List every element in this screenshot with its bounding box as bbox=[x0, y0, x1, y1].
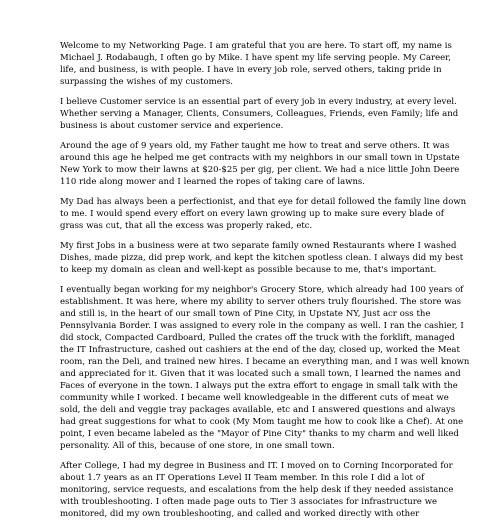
paragraph-perfectionist: My Dad has always been a perfectionist, and that eye for detail followed the family line down to me. I would spend every effort on every lawn growing up to make sure every blade of grass was cut, that all the excess was properly raked, etc. bbox=[60, 197, 467, 231]
paragraph-welcome: Welcome to my Networking Page. I am grateful that you are here. To start off, my name is Michael J. Rodabaugh, I often go by Mike. I have spent my life serving people. My Career, life, and business, is with people. I have in every job role, served others, taking pride in surpassing the wishes of my customers. bbox=[60, 41, 452, 87]
paragraph-grocery-store: I eventually began working for my neighbor's Grocery Store, which already had 100 years of establishment. It was here, where my ability to server others truly flourished. The store was and still is, in the heart of our small town of Pine City, in Upstate NY, Just acr oss the Pennsylvania Border. I was assigned to every role in the company as well. I ran the cashier, I did stock, Compacted Cardboard, Pulled the crates off the truck with the forklift, managed the IT Infrastructure, cashed out cashiers at the end of the day, closed up, worked the Meat room, ran the Deli, and trained new hires. I became an everything man, and I was well known and appreciated for it. Given that it was located such a small town, I learned the names and Faces of everyone in the town. I always put the extra effort to engage in small talk with the community while I worked. I became well knowledgeable in the different cuts of meat we sold, the deli and veggie tray packages available, etc and I answered questions and always had great suggestions for what to cook (My Mom taught me how to cook like a Chef). At one point, I even became labeled as the "Mayor of Pine City" thanks to my charm and well liked personality. All of this, because of one store, in one small town. bbox=[60, 285, 470, 451]
document-body bbox=[60, 40, 470, 528]
paragraph-after-college: After College, I had my degree in Business and IT. I moved on to Corning Incorporated for about 1.7 years as an IT Operations Level II Team member. In this role I did a lot of monitoring, service requests, and escalations from the help desk if they needed assistance with troubleshooting. I often made page outs to Tier 3 associates for infrastructure we monitored, did my own troubleshooting, and called and worked directly with other bbox=[60, 461, 454, 519]
paragraph-customer-service: I believe Customer service is an essential part of every job in every industry, at every level. Whether serving a Manager, Clients, Consumers, Colleagues, Friends, even Family; life and business is about customer service and experience. bbox=[60, 97, 459, 131]
paragraph-childhood-lawns: Around the age of 9 years old, my Father taught me how to treat and serve others. It was around this age he helped me get contracts with my neighbors in our small town in Upstate New York to mow their lawns at $20-$25 per gig, per client. We had a nice little John Deere 110 ride along mower and I learned the ropes of taking care of lawns. bbox=[60, 141, 460, 187]
paragraph-first-jobs: My first Jobs in a business were at two separate family owned Restaurants where I washed Dishes, made pizza, did prep work, and kept the kitchen spotless clean. I always did my best to keep my domain as clean and well-kept as possible because to me, that's important. bbox=[60, 241, 464, 275]
